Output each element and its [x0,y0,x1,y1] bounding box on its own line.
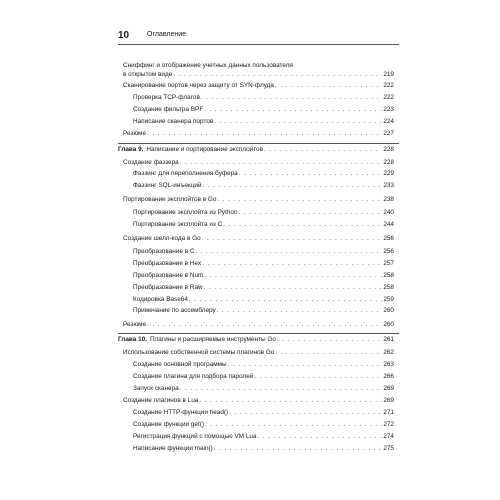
toc-entry-page: 272 [383,421,394,428]
toc-entry-page: 228 [383,159,394,166]
toc-entry-wrapped-line2[interactable] [123,69,394,80]
toc-entry[interactable] [133,305,394,316]
dot-leader [264,145,382,156]
toc-entry[interactable] [133,180,394,191]
toc-entry-page: 233 [383,182,394,189]
toc-entry[interactable] [123,319,394,330]
entry-title: Создание плагина для подбора паролей [133,373,254,380]
toc-entry-page: 223 [383,106,394,113]
entry-title: Создание фильтра BPF [133,106,204,113]
dot-leader [202,259,382,270]
page-number: 10 [118,30,130,41]
entry-title: Создание основной программы [133,361,227,368]
toc-entry-text [133,92,200,103]
entry-title: Резюме [123,130,146,137]
toc-entry-page: 259 [383,296,394,303]
toc-entry-text [118,144,263,155]
dot-leader [239,169,383,180]
entry-title: Создание плагинов в Lua [123,397,199,404]
dot-leader [147,129,382,140]
page-header [118,30,399,45]
dot-leader [204,283,383,294]
toc-entry-page: 269 [383,385,394,392]
toc-entry-page: 224 [383,118,394,125]
dot-leader [258,432,383,443]
entry-title: Сканирование портов через защиту от SYN-флуда [123,82,274,89]
toc-entry-page: 257 [383,260,394,267]
toc-entry[interactable] [133,294,394,305]
toc-entry-page: 261 [383,336,394,343]
dot-leader [239,208,383,219]
toc-entry[interactable] [133,443,394,454]
dot-leader [205,420,382,431]
entry-title: Создание шелл-кода в Go [123,235,201,242]
toc-entry-wrapped-line1: Сниффинг и отображение учетных данных пользователя [123,62,293,69]
chapter-label: Глава 10. [118,336,147,343]
toc-entry-text [133,383,179,394]
entry-title: Кодировка Base64 [133,296,188,303]
toc-entry-page: 274 [383,433,394,440]
toc-entry-text [133,407,228,418]
entry-title: Резюме [123,321,146,328]
entry-title: Плагины и расширяемые инструменты Go [149,336,276,343]
entry-title: Создание HTTP-функции head() [133,409,229,416]
toc-entry-page: 229 [383,170,394,177]
dot-leader [275,348,382,359]
toc-entry-text [133,431,257,442]
toc-entry-page: 228 [383,146,394,153]
toc-entry-text [133,419,204,430]
chapter-label: Глава 9. [118,146,144,153]
dot-leader [214,117,382,128]
toc-entry-text [133,282,203,293]
entry-title: Преобразование в C [133,248,195,255]
toc-entry[interactable] [123,233,394,244]
dot-leader [147,320,382,331]
toc-entry-text: в открытом виде [123,71,173,78]
toc-entry-text [133,180,202,191]
toc-entry-page: 222 [383,82,394,89]
toc-entry-page: 256 [383,235,394,242]
toc-entry-text [123,347,274,358]
toc-entry-text [123,128,146,139]
toc-entry[interactable] [133,116,394,127]
toc-entry[interactable] [123,80,394,91]
toc-chapter-entry[interactable] [118,334,394,345]
entry-title: Преобразование в Num [133,272,204,279]
toc-entry[interactable] [133,246,394,257]
toc-chapter-entry[interactable] [118,144,394,155]
entry-title: Портирование эксплойта из Python [133,209,238,216]
dot-leader [275,81,382,92]
toc-entry[interactable] [123,347,394,358]
toc-entry-text [123,233,201,244]
entry-title: Фаззинг для переполнения буфера [133,170,238,177]
toc-entry-page: 219 [383,71,394,78]
toc-entry-text [133,104,203,115]
toc-entry-text [133,294,188,305]
entry-title: Преобразование в Hex [133,260,202,267]
dot-leader [217,195,382,206]
toc-entry-text [133,246,194,257]
toc-entry[interactable] [133,258,394,269]
toc-entry-page: 222 [383,94,394,101]
dot-leader [180,384,383,395]
toc-entry-page: 271 [383,409,394,416]
toc-entry-page: 244 [383,221,394,228]
dot-leader [202,234,383,245]
dot-leader [254,372,382,383]
toc-entry-page: 260 [383,321,394,328]
entry-title: Написание и портирование эксплойтов [146,146,263,153]
toc-entry-page: 260 [383,307,394,314]
entry-title: Портирование эксплойтов в Go [123,196,217,203]
toc-entry[interactable] [133,282,394,293]
toc-entry[interactable] [133,104,394,115]
toc-entry-text [133,443,213,454]
toc-entry[interactable] [133,383,394,394]
toc-entry[interactable] [133,407,394,418]
toc-entry-text [123,157,179,168]
toc-entry[interactable] [123,194,394,205]
toc-entry-text [123,194,216,205]
entry-title: Написание сканера портов [133,118,214,125]
toc-entry[interactable] [133,168,394,179]
toc-entry-text [133,168,238,179]
dot-leader [199,396,382,407]
dot-leader [217,306,383,317]
toc-entry-page: 258 [383,284,394,291]
entry-title: Проверка TCP-флагов [133,94,200,101]
toc-entry-page: 256 [383,248,394,255]
toc-entry-page: 227 [383,130,394,137]
toc-entry-page: 263 [383,361,394,368]
dot-leader [277,335,382,346]
toc-entry-text [133,219,222,230]
toc-entry[interactable] [133,431,394,442]
dot-leader [229,408,382,419]
toc-entry[interactable] [123,395,394,406]
dot-leader [195,247,382,258]
running-title: Оглавление [147,31,187,38]
toc-entry[interactable] [133,92,394,103]
toc-entry-page: 266 [383,373,394,380]
toc-entry[interactable] [133,371,394,382]
dot-leader [223,220,382,231]
dot-leader [203,181,383,192]
toc-entry[interactable] [133,359,394,370]
dot-leader [204,105,382,116]
toc-entry-text [118,334,276,345]
toc-entry[interactable] [133,207,394,218]
entry-title: Запуск сканера [133,385,179,392]
toc-entry-page: 262 [383,349,394,356]
toc-entry-text [133,116,213,127]
toc-entry-page: 258 [383,272,394,279]
dot-leader [201,93,382,104]
toc-entry-page: 240 [383,209,394,216]
toc-entry-page: 238 [383,196,394,203]
entry-title: Фаззинг SQL-инъекций [133,182,202,189]
toc-entry-text [133,270,203,281]
entry-title: Регистрация функций с помощью VM Lua [133,433,257,440]
entry-title: Создание фаззера [123,159,179,166]
toc-entry[interactable] [123,128,394,139]
toc-entry-text [133,305,216,316]
entry-title: Портирование эксплойта из C [133,221,223,228]
toc-entry-text [133,371,253,382]
entry-title: Создание функции get() [133,421,205,428]
toc-entry-text [133,258,201,269]
toc-entry[interactable] [123,157,394,168]
entry-title: Преобразование в Raw [133,284,203,291]
entry-title: Примечание по ассемблеру [133,307,216,314]
dot-leader [204,271,382,282]
toc-entry[interactable] [133,419,394,430]
toc-entry-text [133,207,238,218]
toc-entry-text [123,319,146,330]
toc-entry[interactable] [133,219,394,230]
dot-leader [228,360,383,371]
toc-entry-page: 269 [383,397,394,404]
dot-leader [214,444,383,455]
toc-entry[interactable] [133,270,394,281]
entry-title: Написание функции main() [133,445,213,452]
toc-entry-text [133,359,227,370]
toc-entry-page: 275 [383,445,394,452]
toc-entry-text [123,80,274,91]
toc-entry-text [123,395,198,406]
entry-title: Использование собственной системы плагинов Go [123,349,275,356]
